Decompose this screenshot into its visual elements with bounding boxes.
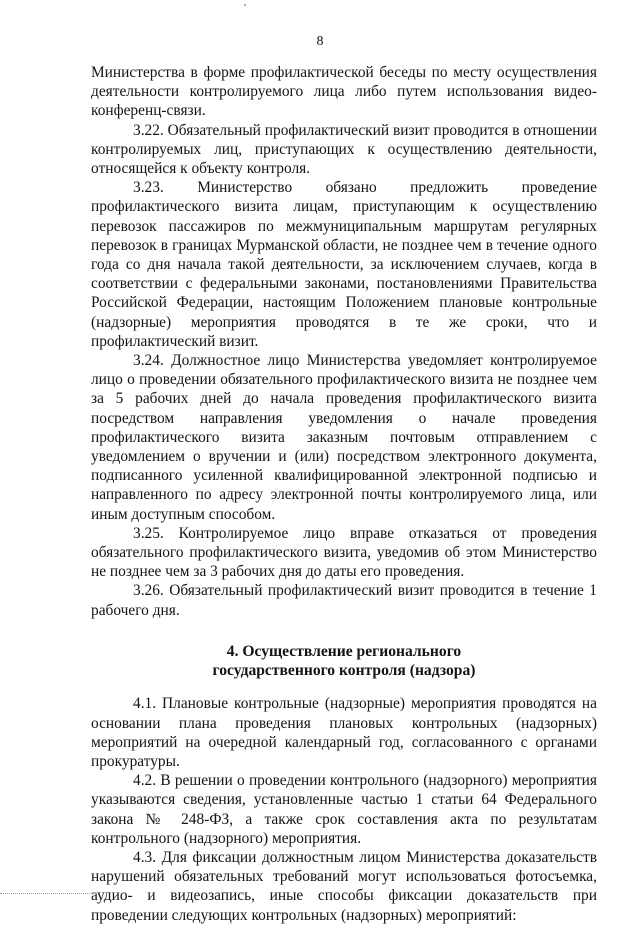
paragraph-continuation: Министерства в форме профилактической беседы по месту осуществления деятельности контролируемого лица либо путем использования видео-конференц-связи. bbox=[91, 64, 597, 120]
section-heading-line-2: государственного контроля (надзора) bbox=[212, 662, 476, 680]
paragraph-3-26: 3.26. Обязательный профилактический визит проводится в течение 1 рабочего дня. bbox=[91, 582, 597, 619]
section-heading-line-1: 4. Осуществление регионального bbox=[226, 642, 462, 660]
page-number: 8 bbox=[316, 34, 324, 49]
scan-speck bbox=[244, 4, 246, 6]
paragraph-3-23: 3.23. Министерство обязано предложить проведение профилактического визита лицам, приступающим к осуществлению перевозок пассажиров по межмуниципальным маршрутам регулярных перевозок в границах Мурманской области, не позднее чем в течение одного года со дня начала такой деятельности, за исключением случаев, когда в соответствии с федеральными законами, постановлениями Правительства Российской Федерации, настоящим Положением плановые контрольные (надзорные) мероприятия проводятся в те же сроки, что и профилактический визит. bbox=[91, 179, 597, 350]
paragraph-3-25: 3.25. Контролируемое лицо вправе отказаться от проведения обязательного профилактического визита, уведомив об этом Министерство не позднее чем за 3 рабочих дня до даты его проведения. bbox=[91, 524, 597, 581]
spacer bbox=[91, 680, 597, 694]
spacer bbox=[91, 620, 597, 642]
scan-edge-line bbox=[0, 893, 96, 894]
paragraph-4-1: 4.1. Плановые контрольные (надзорные) мероприятия проводятся на основании плана проведения плановых контрольных (надзорных) мероприятий на очередной календарный год, согласованного с органами прокуратуры. bbox=[91, 695, 597, 770]
paragraph-3-24: 3.24. Должностное лицо Министерства уведомляет контролируемое лицо о проведении обязательного профилактического визита не позднее чем за 5 рабочих дней до начала проведения профилактического визита посредством направления уведомления о начале проведения профилактического визита заказным почтовым отправлением с уведомлением о вручении и (или) посредством электронного документа, подписанного усиленной квалифицированной электронной подписью и направленного по адресу электронной почты контролируемого лица, или иным доступным способом. bbox=[91, 352, 597, 523]
paragraph-4-2: 4.2. В решении о проведении контрольного (надзорного) мероприятия указываются сведения, установленные частью 1 статьи 64 Федерального закона № 248-ФЗ, а также срок составления акта по результатам контрольного (надзорного) мероприятия. bbox=[91, 772, 597, 847]
document-body bbox=[91, 63, 597, 925]
paragraph-4-3: 4.3. Для фиксации должностным лицом Министерства доказательств нарушений обязательных требований могут использоваться фотосъемка, аудио- и видеозапись, иные способы фиксации доказательств при проведении следующих контрольных (надзорных) мероприятий: bbox=[91, 848, 597, 924]
paragraph-3-22: 3.22. Обязательный профилактический визит проводится в отношении контролируемых лиц, приступающих к осуществлению деятельности, относящейся к объекту контроля. bbox=[91, 121, 597, 178]
